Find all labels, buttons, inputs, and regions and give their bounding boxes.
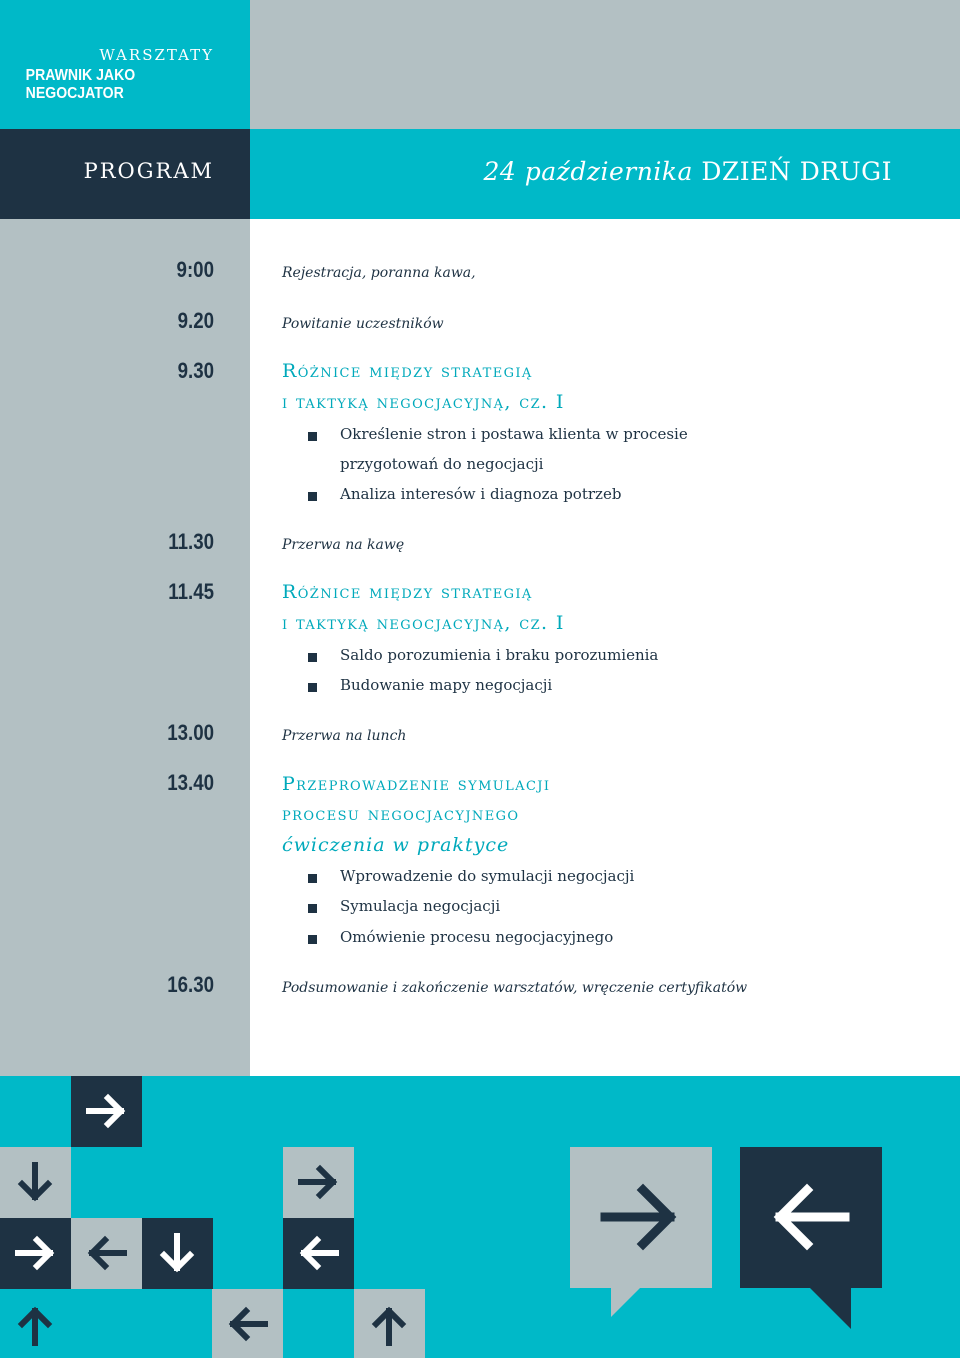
time-label: 9.20 (177, 308, 214, 333)
time-column (0, 219, 250, 1076)
session-title-line2: i taktyką negocjacyjną, cz. I (282, 391, 565, 413)
bullet-square-icon (308, 904, 317, 913)
time-label: 9:00 (176, 257, 214, 282)
session-title-line1: Różnice między strategią (282, 581, 533, 603)
schedule-text: Podsumowanie i zakończenie warsztatów, wręczenie certyfikatów (282, 980, 748, 996)
time-label: 11.45 (168, 579, 214, 604)
session-subtitle: ćwiczenia w praktyce (282, 834, 510, 856)
arrow-left-icon (283, 1218, 354, 1289)
brand-block (0, 0, 250, 129)
brand-line2: PRAWNIK JAKO NEGOCJATOR (25, 67, 136, 102)
bullet-text: Budowanie mapy negocjacji (340, 676, 553, 694)
bullet-square-icon (308, 935, 317, 944)
date-label (483, 157, 892, 186)
schedule-text: Rejestracja, poranna kawa, (282, 265, 476, 281)
time-label: 9.30 (177, 358, 214, 383)
bullet-text: Określenie stron i postawa klienta w procesie (340, 425, 688, 443)
time-label: 11.30 (168, 529, 214, 554)
session-title-line2: procesu negocjacyjnego (282, 803, 520, 825)
session-title-line2: i taktyką negocjacyjną, cz. I (282, 612, 565, 634)
arrow-left-icon (212, 1289, 283, 1358)
bullet-text: Wprowadzenie do symulacji negocjacji (340, 867, 635, 885)
program-block (0, 129, 250, 219)
footer-decoration (0, 1076, 960, 1358)
bullet-text: Omówienie procesu negocjacyjnego (340, 928, 614, 946)
arrow-down-icon (142, 1218, 213, 1289)
bullet-text: Analiza interesów i diagnoza potrzeb (340, 485, 622, 503)
bullet-text: Symulacja negocjacji (340, 897, 501, 915)
bullet-square-icon (308, 874, 317, 883)
arrow-right-icon (0, 1218, 71, 1289)
time-label: 13.00 (167, 720, 214, 745)
time-label: 16.30 (167, 972, 214, 997)
time-label: 13.40 (167, 770, 214, 795)
schedule-text: Przerwa na kawę (282, 537, 405, 553)
arrow-down-icon (0, 1147, 71, 1218)
bullet-text: Saldo porozumienia i braku porozumienia (340, 646, 659, 664)
arrow-up-icon (354, 1289, 425, 1358)
session-title-line1: Różnice między strategią (282, 360, 533, 382)
bullet-square-icon (308, 683, 317, 692)
schedule-text: Powitanie uczestników (282, 316, 444, 332)
date-block (250, 129, 960, 219)
program-label: PROGRAM (83, 159, 214, 183)
bullet-text: przygotowań do negocjacji (340, 455, 544, 473)
speech-bubble-arrow-left-icon (740, 1147, 882, 1358)
arrow-up-icon (0, 1289, 71, 1358)
arrow-left-icon (71, 1218, 142, 1289)
date-day: DZIEŃ DRUGI (701, 157, 892, 186)
bullet-square-icon (308, 653, 317, 662)
session-title-line1: Przeprowadzenie symulacji (282, 773, 551, 795)
date-italic: 24 października (483, 157, 693, 186)
bullet-square-icon (308, 492, 317, 501)
brand-line1: WARSZTATY (99, 46, 214, 64)
header-gray-block (250, 0, 960, 129)
arrow-right-icon (71, 1076, 142, 1147)
bullet-square-icon (308, 432, 317, 441)
arrow-right-icon (283, 1147, 354, 1218)
speech-bubble-arrow-right-icon (570, 1147, 712, 1347)
schedule-text: Przerwa na lunch (282, 728, 407, 744)
